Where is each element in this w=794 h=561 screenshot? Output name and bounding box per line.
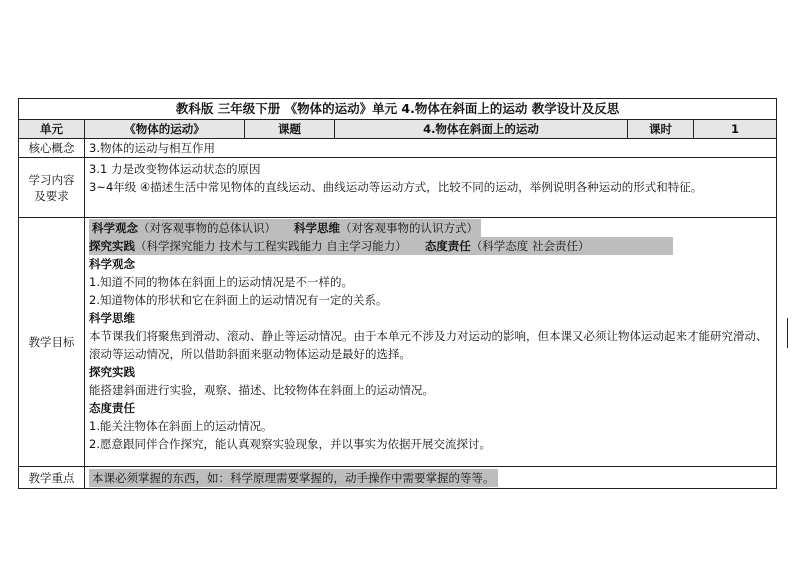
page-edge-divider xyxy=(787,318,788,348)
key-points-row xyxy=(19,467,777,489)
lesson-plan-sheet xyxy=(18,98,776,489)
core-concept-row xyxy=(19,139,777,158)
learning-content-label xyxy=(19,158,85,218)
key-points-label: 教学重点 xyxy=(19,467,85,489)
goal-dimensions-line2 xyxy=(89,237,772,255)
attitude-item-1: 1.能关注物体在斜面上的运动情况。 xyxy=(89,419,273,433)
dimension-thinking-title: 科学思维 xyxy=(294,221,340,235)
key-points-content xyxy=(85,467,777,489)
learning-content-value xyxy=(85,158,777,218)
attitude-heading: 态度责任 xyxy=(89,401,135,415)
dimension-concept-title: 科学观念 xyxy=(92,221,138,235)
core-concept-value: 3.物体的运动与相互作用 xyxy=(85,139,777,158)
learning-content-row xyxy=(19,158,777,218)
learning-content-line2: 3~4年级 ④描述生活中常见物体的直线运动、曲线运动等运动方式，比较不同的运动，举例说明各种运动的形式和特征。 xyxy=(89,180,703,194)
topic-label: 课题 xyxy=(245,120,335,139)
inquiry-text: 能搭建斜面进行实验，观察、描述、比较物体在斜面上的运动情况。 xyxy=(89,383,434,397)
dimension-concept-highlight xyxy=(89,219,481,237)
thinking-heading: 科学思维 xyxy=(89,311,135,325)
document-title: 教科版 三年级下册 《物体的运动》单元 4.物体在斜面上的运动 教学设计及反思 xyxy=(19,99,777,120)
attitude-item-2: 2.愿意跟同伴合作探究，能认真观察实验现象，并以事实为依据开展交流探讨。 xyxy=(89,437,491,451)
dimension-attitude-desc: （科学态度 社会责任） xyxy=(470,239,590,253)
inquiry-heading: 探究实践 xyxy=(89,365,135,379)
thinking-text: 本节课我们将聚焦到滑动、滚动、静止等运动情况。由于本单元不涉及力对运动的影响，但本课又必须让物体运动起来才能研究滑动、滚动等运动情况，所以借助斜面来驱动物体运动是最好的选择。 xyxy=(89,329,768,361)
learning-content-label-line1: 学习内容 xyxy=(28,172,75,187)
teaching-goals-row xyxy=(19,218,777,467)
dimension-thinking-desc: （对客观事物的认识方式） xyxy=(340,221,478,235)
header-row xyxy=(19,120,777,139)
core-concept-label: 核心概念 xyxy=(19,139,85,158)
dimension-attitude-title: 态度责任 xyxy=(424,239,471,253)
unit-label: 单元 xyxy=(19,120,85,139)
topic-value: 4.物体在斜面上的运动 xyxy=(335,120,628,139)
concept-heading: 科学观念 xyxy=(89,257,135,271)
concept-item-1: 1.知道不同的物体在斜面上的运动情况是不一样的。 xyxy=(89,275,353,289)
concept-item-2: 2.知道物体的形状和它在斜面上的运动情况有一定的关系。 xyxy=(89,293,388,307)
dimension-concept-desc: （对客观事物的总体认识） xyxy=(138,221,276,235)
dimension-inquiry-title: 探究实践 xyxy=(89,239,135,253)
learning-content-label-line2: 及要求 xyxy=(34,188,69,203)
learning-content-line1: 3.1 力是改变物体运动状态的原因 xyxy=(89,162,261,176)
period-label: 课时 xyxy=(628,120,694,139)
title-row xyxy=(19,99,777,120)
dimension-inquiry-desc: （科学探究能力 技术与工程实践能力 自主学习能力） xyxy=(135,239,407,253)
goal-dimensions-line1 xyxy=(89,219,772,237)
unit-value: 《物体的运动》 xyxy=(85,120,245,139)
lesson-plan-table xyxy=(18,98,777,489)
teaching-goals-content xyxy=(85,218,777,467)
teaching-goals-label: 教学目标 xyxy=(19,218,85,467)
dimension-inquiry-highlight xyxy=(89,237,673,255)
key-points-value: 本课必须掌握的东西，如：科学原理需要掌握的，动手操作中需要掌握的等等。 xyxy=(89,469,498,487)
period-value: 1 xyxy=(694,120,777,139)
